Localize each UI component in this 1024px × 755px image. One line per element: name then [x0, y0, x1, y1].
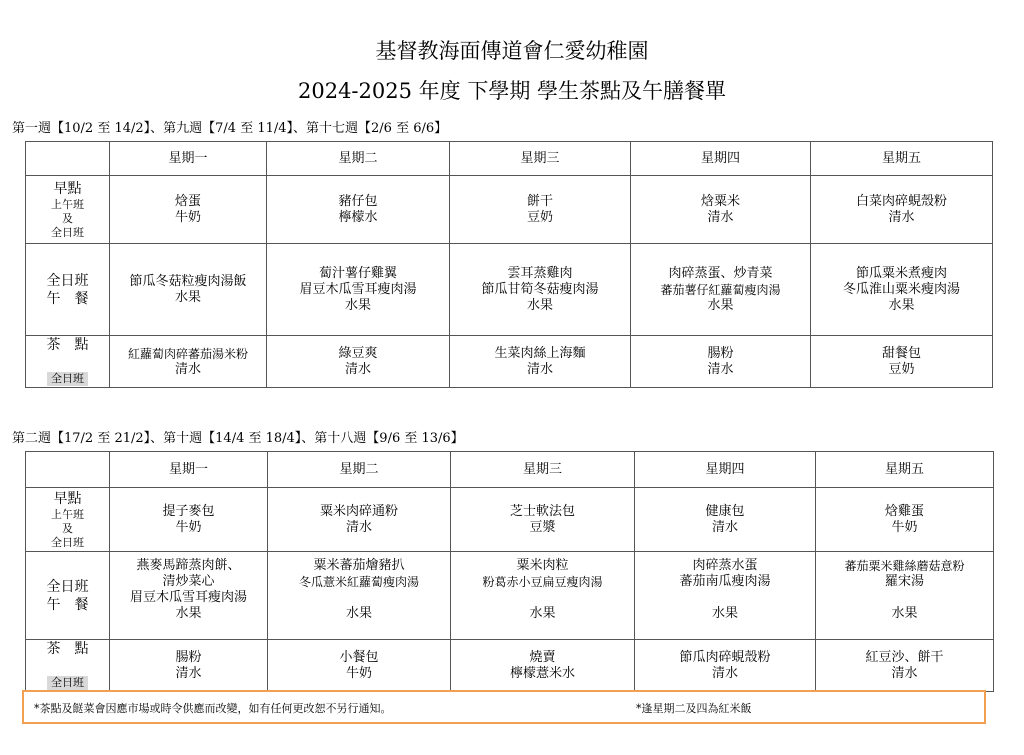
menu-item: 節瓜甘筍冬菇瘦肉湯 [481, 281, 599, 297]
menu-item: 焓粟米 [700, 193, 740, 209]
menu-item: 清水 [707, 361, 734, 377]
menu-item: 白菜肉碎蜆殼粉 [855, 193, 947, 209]
menu-item: 水果 [344, 297, 371, 313]
menu-item: 清水 [891, 665, 918, 681]
menu-item: 燒賣 [529, 649, 556, 665]
breakfast-cell [635, 488, 816, 552]
row-label-text: 全日班 [46, 578, 89, 595]
menu-item: 豆漿 [529, 519, 556, 535]
menu-item: 肉碎蒸水蛋 [692, 558, 758, 573]
row-label-text: 午 餐 [46, 290, 89, 307]
row-label-text: 上午班 [51, 507, 84, 521]
menu-item: 冬瓜薏米紅蘿蔔瘦肉湯 [298, 575, 419, 589]
row-label [26, 640, 110, 692]
row-label-text: 全日班 [51, 535, 84, 549]
menu-item: 牛奶 [345, 665, 372, 681]
menu-item: 小餐包 [339, 649, 379, 665]
lunch-cell [450, 244, 631, 336]
menu-item: 牛奶 [175, 519, 202, 535]
menu-item: 牛奶 [174, 209, 201, 225]
menu-item: 檸檬水 [338, 209, 378, 225]
lunch-cell [268, 552, 451, 640]
menu-table [25, 451, 994, 692]
breakfast-cell [110, 176, 267, 244]
lunch-row [26, 244, 993, 336]
snack-cell [635, 640, 816, 692]
lunch-cell [451, 552, 635, 640]
menu-item: 肉碎蒸蛋、炒青菜 [668, 265, 773, 281]
row-label-text: 早點 [53, 490, 82, 507]
day-header: 星期二 [267, 142, 450, 176]
breakfast-cell [268, 488, 451, 552]
menu-item: 節瓜肉碎蜆殼粉 [679, 649, 771, 665]
menu-item: 清水 [174, 361, 201, 377]
day-header: 星期五 [816, 452, 994, 488]
menu-item [635, 590, 815, 606]
menu-table [25, 141, 993, 388]
row-label-text: 上午班 [51, 197, 84, 211]
corner-cell [26, 452, 110, 488]
menu-item: 節瓜冬菇粒瘦肉湯飯 [129, 273, 247, 289]
menu-item: 紅豆沙、餅干 [865, 649, 944, 665]
snack-row [26, 336, 993, 388]
menu-item: 水果 [711, 606, 738, 621]
menu-item: 清水 [707, 209, 734, 225]
page-subtitle: 2024-2025 年度 下學期 學生茶點及午膳餐單 [297, 79, 726, 103]
menu-item: 節瓜粟米煮瘦肉 [855, 265, 947, 281]
menu-item: 水果 [174, 289, 201, 305]
menu-item: 蕃茄薯仔紅蘿蔔瘦肉湯 [660, 282, 781, 297]
menu-item: 腸粉 [707, 345, 734, 361]
menu-item: 豬仔包 [338, 193, 378, 209]
note-right: *逢星期二及四為紅米飯 [636, 702, 752, 715]
menu-item: 清水 [344, 361, 371, 377]
snack-cell [811, 336, 993, 388]
notes-box [22, 690, 986, 724]
row-label-text: 全日班 [46, 272, 89, 289]
menu-item: 眉豆木瓜雪耳瘦肉湯 [129, 590, 247, 605]
menu-item: 豆奶 [888, 361, 915, 377]
menu-item: 水果 [891, 606, 918, 621]
lunch-cell [811, 244, 993, 336]
breakfast-cell [267, 176, 450, 244]
day-header: 星期四 [631, 142, 811, 176]
day-header: 星期一 [110, 142, 267, 176]
menu-item: 蔔汁薯仔雞翼 [318, 265, 397, 281]
breakfast-row [26, 176, 993, 244]
row-label [26, 488, 110, 552]
row-label-text: 午 餐 [46, 596, 89, 613]
day-header: 星期三 [450, 142, 631, 176]
menu-item: 水果 [345, 606, 372, 621]
menu-item: 焓雞蛋 [884, 503, 924, 519]
snack-cell [110, 640, 268, 692]
snack-cell [631, 336, 811, 388]
menu-item: 水果 [888, 297, 915, 313]
menu-item [268, 590, 450, 606]
menu-item: 芝士軟法包 [509, 503, 575, 519]
lunch-cell [816, 552, 994, 640]
menu-item: 水果 [526, 297, 553, 313]
menu-item: 腸粉 [175, 649, 202, 665]
menu-item: 粟米肉粒 [516, 558, 569, 573]
menu-item: 眉豆木瓜雪耳瘦肉湯 [299, 281, 417, 297]
menu-item: 雲耳蒸雞肉 [507, 265, 573, 281]
menu-item: 水果 [529, 606, 556, 621]
snack-row [26, 640, 994, 692]
menu-item: 蕃茄粟米雞絲蘑菇意粉 [844, 559, 965, 573]
row-label-text: 茶 點 [46, 337, 89, 353]
menu-item: 水果 [707, 297, 734, 313]
menu-item: 紅蘿蔔肉碎蕃茄湯米粉 [127, 346, 248, 361]
menu-item: 粉葛赤小豆扁豆瘦肉湯 [482, 575, 603, 589]
corner-cell [26, 142, 110, 176]
row-label [26, 552, 110, 640]
menu-item: 餅干 [526, 193, 553, 209]
row-label-text: 及 [62, 211, 73, 225]
row-label-text: 全日班 [51, 225, 84, 239]
menu-item: 豆奶 [526, 209, 553, 225]
lunch-cell [631, 244, 811, 336]
menu-item: 水果 [175, 606, 202, 621]
menu-item: 提子麥包 [162, 503, 215, 519]
breakfast-cell [631, 176, 811, 244]
menu-item: 粟米肉碎通粉 [319, 503, 398, 519]
day-header: 星期五 [811, 142, 993, 176]
row-label [26, 336, 110, 388]
menu-item: 清水 [345, 519, 372, 535]
breakfast-cell [811, 176, 993, 244]
week-label: 第二週【17/2 至 21/2】、第十週【14/4 至 18/4】、第十八週【9/6 至 13/6】 [12, 431, 464, 446]
row-label-text: 全日班 [47, 372, 88, 386]
note-left: *茶點及餸菜會因應市場或時令供應而改變，如有任何更改恕不另行通知。 [34, 702, 392, 715]
snack-cell [110, 336, 267, 388]
page-title: 基督教海面傳道會仁愛幼稚園 [375, 39, 649, 63]
lunch-cell [110, 552, 268, 640]
breakfast-cell [816, 488, 994, 552]
menu-item: 清水 [711, 519, 738, 535]
row-label-text: 及 [62, 521, 73, 535]
breakfast-cell [451, 488, 635, 552]
lunch-row [26, 552, 994, 640]
breakfast-row [26, 488, 994, 552]
menu-item: 清水 [175, 665, 202, 681]
menu-item: 檸檬薏米水 [509, 665, 575, 681]
menu-item: 清炒菜心 [162, 574, 215, 589]
snack-cell [451, 640, 635, 692]
menu-item: 清水 [526, 361, 553, 377]
menu-item: 焓蛋 [174, 193, 201, 209]
menu-item: 羅宋湯 [884, 574, 924, 589]
row-label-text: 全日班 [47, 676, 88, 690]
menu-item [816, 590, 993, 606]
row-label [26, 244, 110, 336]
menu-item: 冬瓜淮山粟米瘦肉湯 [842, 281, 960, 297]
day-header: 星期三 [451, 452, 635, 488]
week-label: 第一週【10/2 至 14/2】、第九週【7/4 至 11/4】、第十七週【2/6 至 6/6】 [12, 121, 448, 136]
row-label [26, 176, 110, 244]
menu-item: 生菜肉絲上海麵 [494, 345, 586, 361]
breakfast-cell [450, 176, 631, 244]
snack-cell [816, 640, 994, 692]
menu-item: 清水 [711, 665, 738, 681]
menu-item: 蕃茄南瓜瘦肉湯 [679, 574, 771, 589]
day-header: 星期二 [268, 452, 451, 488]
snack-cell [268, 640, 451, 692]
day-header: 星期一 [110, 452, 268, 488]
row-label-text: 早點 [53, 180, 82, 197]
day-header: 星期四 [635, 452, 816, 488]
row-label-text: 茶 點 [46, 641, 89, 657]
lunch-cell [267, 244, 450, 336]
breakfast-cell [110, 488, 268, 552]
menu-item [451, 590, 634, 606]
menu-item: 燕麥馬蹄蒸肉餅、 [136, 558, 241, 573]
menu-item: 牛奶 [891, 519, 918, 535]
snack-cell [450, 336, 631, 388]
snack-cell [267, 336, 450, 388]
menu-item: 綠豆爽 [338, 345, 378, 361]
lunch-cell [110, 244, 267, 336]
menu-item: 粟米蕃茄燴豬扒 [313, 558, 405, 573]
lunch-cell [635, 552, 816, 640]
menu-item: 清水 [888, 209, 915, 225]
menu-item: 健康包 [705, 503, 745, 519]
menu-item: 甜餐包 [881, 345, 921, 361]
